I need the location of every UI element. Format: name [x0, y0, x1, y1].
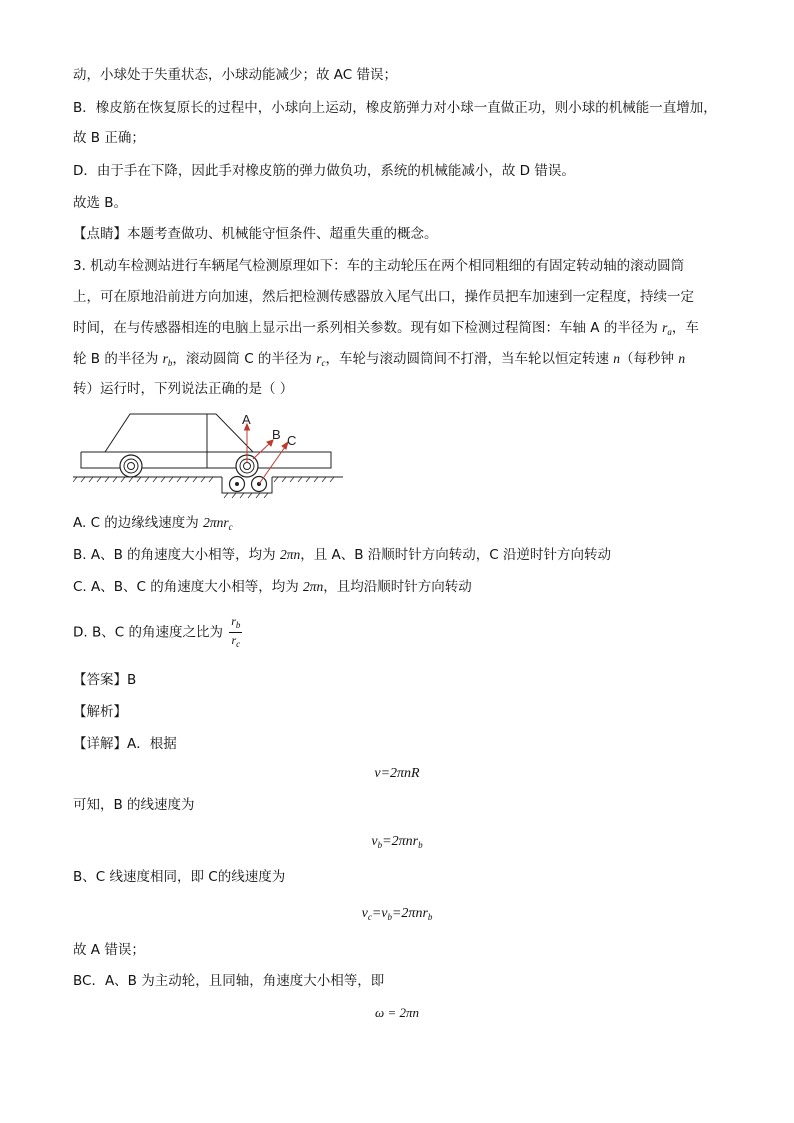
question-line [73, 318, 699, 342]
question-line: 上，可在原地沿前进方向加速，然后把检测传感器放入尾气出口，操作员把车加速到一定程度，持续一定 [73, 289, 694, 305]
text-line: 故 B 正确； [73, 130, 145, 146]
math-var: r [662, 320, 668, 335]
formula-1: v=2πnR [374, 766, 420, 781]
math-sub: b [418, 840, 423, 850]
math-var: r [231, 614, 236, 628]
detail-line: 【详解】A．根据 [73, 736, 177, 752]
formula-4: ω = 2πn [375, 1005, 419, 1020]
text-line: B．橡皮筋在恢复原长的过程中，小球向上运动，橡皮筋弹力对小球一直做正功，则小球的机械能一直增加， [73, 100, 717, 116]
rear-wheel [120, 455, 142, 477]
option-c [73, 577, 472, 597]
question-text: ，滚动圆筒 C 的半径为 [172, 351, 317, 367]
option-text: ，且 A、B 沿顺时针方向转动，C 沿逆时针方向转动 [300, 547, 611, 563]
option-a [73, 513, 233, 537]
math-expr: 2πn [279, 547, 301, 562]
question-text: （每秒钟 [620, 351, 679, 367]
fraction-numerator [229, 614, 242, 633]
math-var: r [162, 351, 168, 366]
math-expr: 2πnr [203, 515, 229, 530]
math-var: r [231, 633, 237, 647]
math-var: r [316, 351, 322, 366]
text-line: B、C 线速度相同，即 C的线速度为 [73, 869, 286, 885]
arrow-b [253, 443, 270, 459]
text-line: 【点睛】本题考查做功、机械能守恒条件、超重失重的概念。 [73, 226, 438, 242]
math-expr: =2πnr [382, 834, 419, 849]
formula-3 [0, 904, 794, 927]
math-sub: c [321, 358, 326, 368]
option-text: C. A、B、C 的角速度大小相等，均为 [73, 579, 304, 595]
math-expr: =v [371, 906, 388, 921]
text-line: D．由于手在下降，因此手对橡皮筋的弹力做负功，系统的机械能减小，故 D 错误。 [73, 163, 575, 179]
question-line: 3. 机动车检测站进行车辆尾气检测原理如下：车的主动轮压在两个相同粗细的有固定转动轴的滚动圆筒 [73, 258, 685, 274]
fraction-denominator [229, 633, 242, 651]
option-text: A. C 的边缘线速度为 [73, 515, 204, 531]
question-text: 轮 B 的半径为 [73, 351, 163, 367]
math-expr: =2πnr [391, 906, 428, 921]
question-text: ，车 [671, 320, 699, 336]
label-c: C [287, 433, 297, 448]
formula-2 [0, 832, 794, 855]
math-sub: b [377, 840, 383, 850]
math-sub: c [367, 912, 372, 922]
text-line: 可知，B 的线速度为 [73, 797, 195, 813]
math-sub: c [236, 639, 241, 649]
math-sub: c [228, 522, 233, 532]
ground-hatch [274, 477, 334, 482]
car-diagram [73, 410, 343, 500]
math-var: v [371, 834, 378, 849]
question-line: 转）运行时，下列说法正确的是（ ） [73, 381, 294, 397]
math-sub: b [167, 358, 173, 368]
analysis-line: 【解析】 [73, 704, 127, 720]
option-text: ，且均沿顺时针方向转动 [323, 579, 472, 595]
pit-hatch [224, 493, 268, 498]
question-line [73, 349, 685, 373]
math-expr: 2πn [303, 579, 324, 594]
math-sub: a [667, 327, 672, 337]
math-sub: b [235, 620, 241, 630]
question-text: 时间，在与传感器相连的电脑上显示出一系列相关参数。现有如下检测过程简图：车轴 A 的半径为 [73, 320, 663, 336]
label-b: B [272, 427, 281, 442]
roller-left [230, 477, 245, 492]
ground-hatch [73, 477, 213, 482]
text-line: 故 A 错误； [73, 942, 145, 958]
math-var: n [613, 351, 621, 366]
text-line: BC．A、B 为主动轮，且同轴，角速度大小相等，即 [73, 973, 385, 989]
option-d [73, 614, 242, 651]
option-b [73, 545, 611, 565]
math-var: n [678, 351, 686, 366]
text-line: 故选 B。 [73, 195, 128, 211]
math-sub: b [427, 912, 433, 922]
option-text: B. A、B 的角速度大小相等，均为 [73, 547, 280, 563]
math-var: v [361, 906, 368, 921]
question-text: ，车轮与滚动圆筒间不打滑，当车轮以恒定转速 [325, 351, 614, 367]
text-line: 动，小球处于失重状态，小球动能减少；故 AC 错误； [73, 67, 398, 83]
option-text: D. B、C 的角速度之比为 [73, 624, 228, 641]
fraction [229, 614, 242, 651]
label-a: A [242, 412, 251, 427]
answer-line: 【答案】B [73, 672, 137, 688]
math-sub: b [387, 912, 392, 922]
